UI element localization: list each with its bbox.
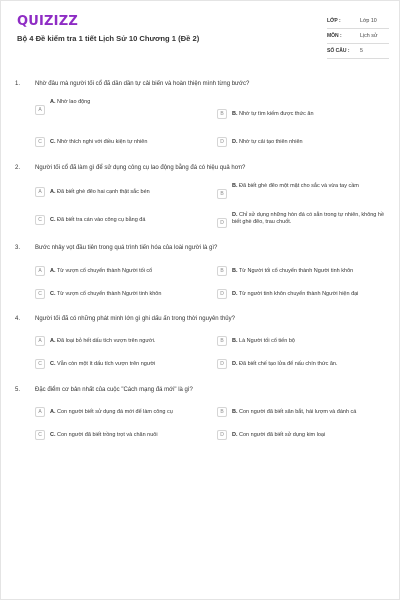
question-number: 1. [15,81,21,87]
option-letter-box[interactable]: D [217,289,227,299]
option-label: D. Nhờ tự cải tạo thiên nhiên [232,139,303,145]
option-label: B. Nhờ tự tìm kiếm được thức ăn [232,111,314,117]
option-d[interactable] [217,430,397,440]
option-letter-box[interactable]: C [35,137,45,147]
option-letter-box[interactable]: D [217,218,227,228]
option-label: A. Nhờ lao động [50,99,91,105]
option-letter-box[interactable]: A [35,336,45,346]
option-letter-box[interactable]: D [217,430,227,440]
option-label: C. Con người đã biết trồng trọt và chăn nuôi [50,432,158,438]
question-number: 3. [15,245,21,251]
option-letter-box[interactable]: A [35,407,45,417]
option-label: C. Nhờ thích nghi với điều kiện tự nhiên [50,139,148,145]
meta-value: Lớp 10 [360,18,377,24]
option-c[interactable] [35,430,215,440]
option-letter-box[interactable]: C [35,289,45,299]
question-number: 5. [15,387,21,393]
document-title: Bộ 4 Đề kiểm tra 1 tiết Lịch Sử 10 Chương 1 (Đề 2) [17,34,200,43]
option-letter-box[interactable]: B [217,189,227,199]
option-c[interactable] [35,359,215,369]
option-letter-box[interactable]: D [217,359,227,369]
option-letter-box[interactable]: B [217,336,227,346]
option-label: D. Con người đã biết sử dụng kim loại [232,432,326,438]
meta-table [327,14,389,59]
option-a[interactable] [35,99,215,115]
option-letter-box[interactable]: A [35,105,45,115]
option-c[interactable] [35,215,215,225]
option-label: B. Từ Người tối cổ chuyển thành Người tinh khôn [232,268,354,274]
meta-row-class [327,14,389,29]
question-number: 2. [15,165,21,171]
option-letter-box[interactable]: A [35,266,45,276]
meta-label: LỚP : [327,18,341,24]
option-label: A. Đã loại bỏ hết dấu tích vượn trên người. [50,338,156,344]
option-label: D. Chỉ sử dụng những hòn đá có sẵn trong tự nhiên, không hề biết ghè đẽo, trau chuốt. [232,212,385,225]
option-d[interactable] [217,289,397,299]
meta-label: MÔN : [327,33,342,39]
option-b[interactable] [217,336,397,346]
option-label: B. Con người đã biết săn bắt, hái lượm và đánh cá [232,409,357,415]
option-letter-box[interactable]: C [35,430,45,440]
meta-row-subject [327,29,389,44]
option-letter-box[interactable]: B [217,266,227,276]
meta-value: Lịch sử [360,33,378,39]
option-label: A. Con người biết sử dụng đá mới để làm công cụ [50,409,173,415]
option-letter-box[interactable]: B [217,407,227,417]
option-letter-box[interactable]: D [217,137,227,147]
option-letter-box[interactable]: B [217,109,227,119]
question-number: 4. [15,316,21,322]
option-d[interactable] [217,137,397,147]
option-letter-box[interactable]: A [35,187,45,197]
option-d[interactable] [217,212,397,228]
meta-value: 5 [360,48,363,54]
option-b[interactable] [217,109,397,119]
option-label: B. Đã biết ghè đẽo một mặt cho sắc và vừa tay cầm [232,183,359,189]
option-label: A. Đã biết ghè đẽo hai cạnh thật sắc bén [50,189,150,195]
option-label: A. Từ vượn cổ chuyển thành Người tối cổ [50,268,153,274]
option-letter-box[interactable]: C [35,215,45,225]
option-d[interactable] [217,359,397,369]
option-b[interactable] [217,183,397,199]
option-letter-box[interactable]: C [35,359,45,369]
option-a[interactable] [35,266,215,276]
option-a[interactable] [35,407,215,417]
option-label: D. Đã biết chế tạo lửa để nấu chín thức ăn. [232,361,338,367]
option-label: C. Vẫn còn một ít dấu tích vượn trên người [50,361,156,367]
option-c[interactable] [35,137,215,147]
quizizz-logo: QUIZIZZ [17,14,78,29]
option-a[interactable] [35,187,215,197]
option-label: B. Là Người tối cổ tiến bộ [232,338,295,344]
option-label: C. Từ vượn cổ chuyển thành Người tinh khôn [50,291,162,297]
question-text: Người tối cổ đã làm gì để sử dụng công cụ lao động bằng đá có hiệu quả hơn? [35,165,246,171]
option-b[interactable] [217,407,397,417]
question-text: Đặc điểm cơ bản nhất của cuộc "Cách mạng đá mới" là gì? [35,387,193,393]
meta-label: SỐ CÂU : [327,48,350,54]
option-c[interactable] [35,289,215,299]
question-text: Nhờ đâu mà người tối cổ đã dần dần tự cải biến và hoàn thiện mình từng bước? [35,81,250,87]
option-a[interactable] [35,336,215,346]
option-label: D. Từ người tinh khôn chuyển thành Người hiện đại [232,291,359,297]
question-text: Người tối đã có những phát minh lớn gì ghi dấu ấn trong thời nguyên thủy? [35,316,235,322]
option-label: C. Đã biết tra cán vào công cụ bằng đá [50,217,146,223]
option-b[interactable] [217,266,397,276]
meta-row-count [327,44,389,59]
question-text: Bước nhảy vọt đầu tiên trong quá trình tiến hóa của loài người là gì? [35,245,218,251]
